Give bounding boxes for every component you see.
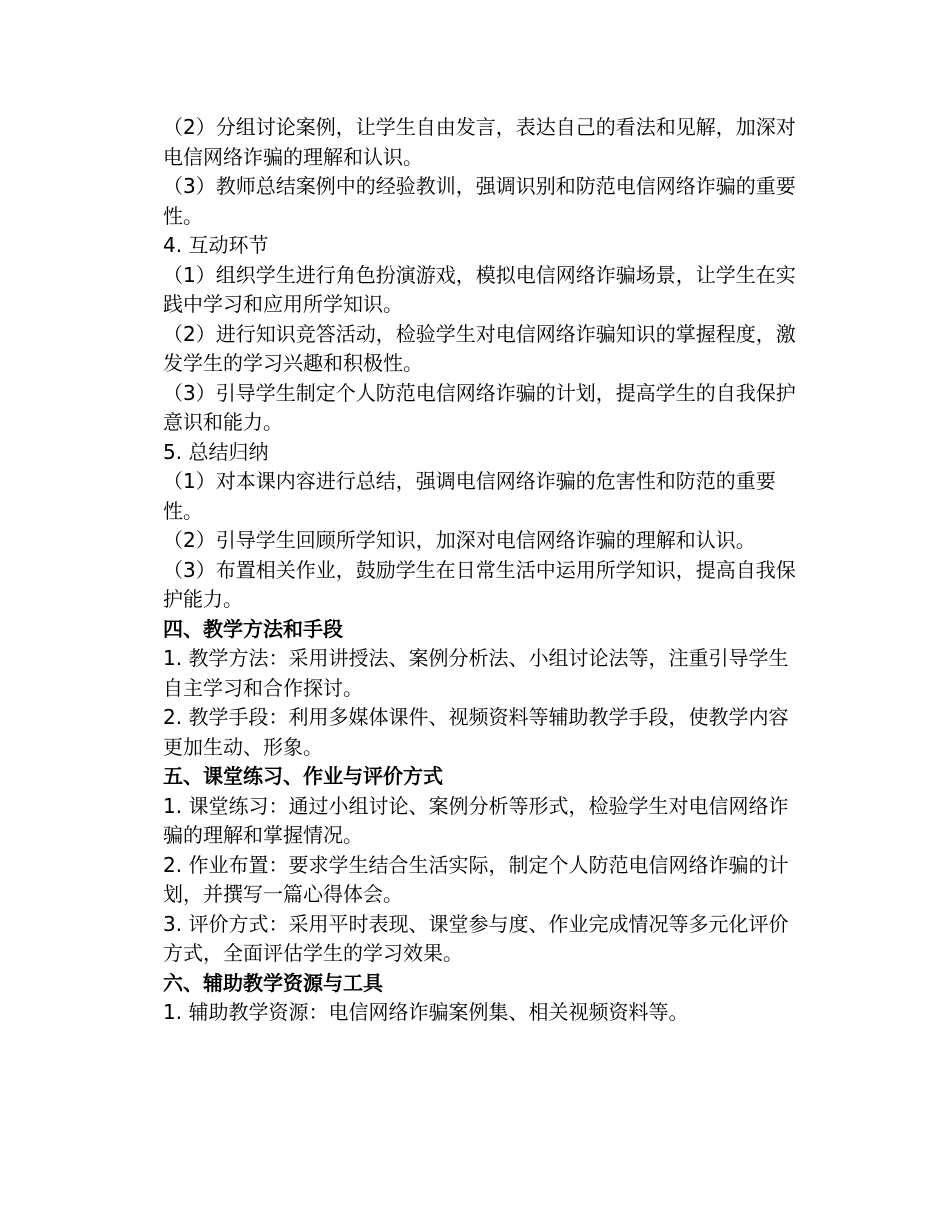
document-page — [163, 113, 803, 1028]
chapter-heading: 六、辅助教学资源与工具 — [163, 970, 383, 995]
paragraph: 2. 作业布置：要求学生结合生活实际，制定个人防范电信网络诈骗的计划，并撰写一篇心得体会。 — [163, 852, 789, 906]
paragraph: （1）组织学生进行角色扮演游戏，模拟电信网络诈骗场景，让学生在实践中学习和应用所学知识。 — [163, 262, 796, 316]
paragraph: 2. 教学手段：利用多媒体课件、视频资料等辅助教学手段，使教学内容更加生动、形象。 — [163, 705, 789, 759]
section-heading: 4. 互动环节 — [163, 233, 269, 257]
section-heading: 5. 总结归纳 — [163, 439, 269, 464]
paragraph: （3）教师总结案例中的经验教训，强调识别和防范电信网络诈骗的重要性。 — [163, 174, 796, 228]
paragraph: （2）引导学生回顾所学知识，加深对电信网络诈骗的理解和认识。 — [163, 528, 756, 552]
paragraph: （2）分组讨论案例，让学生自由发言，表达自己的看法和见解，加深对电信网络诈骗的理解和认识。 — [163, 115, 796, 169]
paragraph: （3）引导学生制定个人防范电信网络诈骗的计划，提高学生的自我保护意识和能力。 — [163, 380, 796, 434]
chapter-heading: 五、课堂练习、作业与评价方式 — [163, 764, 443, 788]
paragraph: 1. 课堂练习：通过小组讨论、案例分析等形式，检验学生对电信网络诈骗的理解和掌握情况。 — [163, 793, 789, 847]
paragraph: （1）对本课内容进行总结，强调电信网络诈骗的危害性和防范的重要性。 — [163, 469, 776, 523]
paragraph: （3）布置相关作业，鼓励学生在日常生活中运用所学知识，提高自我保护能力。 — [163, 557, 796, 611]
paragraph: 1. 教学方法：采用讲授法、案例分析法、小组讨论法等，注重引导学生自主学习和合作探讨。 — [163, 646, 789, 700]
paragraph: 1. 辅助教学资源：电信网络诈骗案例集、相关视频资料等。 — [163, 1000, 689, 1024]
paragraph: 3. 评价方式：采用平时表现、课堂参与度、作业完成情况等多元化评价方式，全面评估学生的学习效果。 — [163, 911, 789, 965]
chapter-heading: 四、教学方法和手段 — [163, 616, 343, 641]
paragraph: （2）进行知识竞答活动，检验学生对电信网络诈骗知识的掌握程度，激发学生的学习兴趣和积极性。 — [163, 321, 796, 375]
